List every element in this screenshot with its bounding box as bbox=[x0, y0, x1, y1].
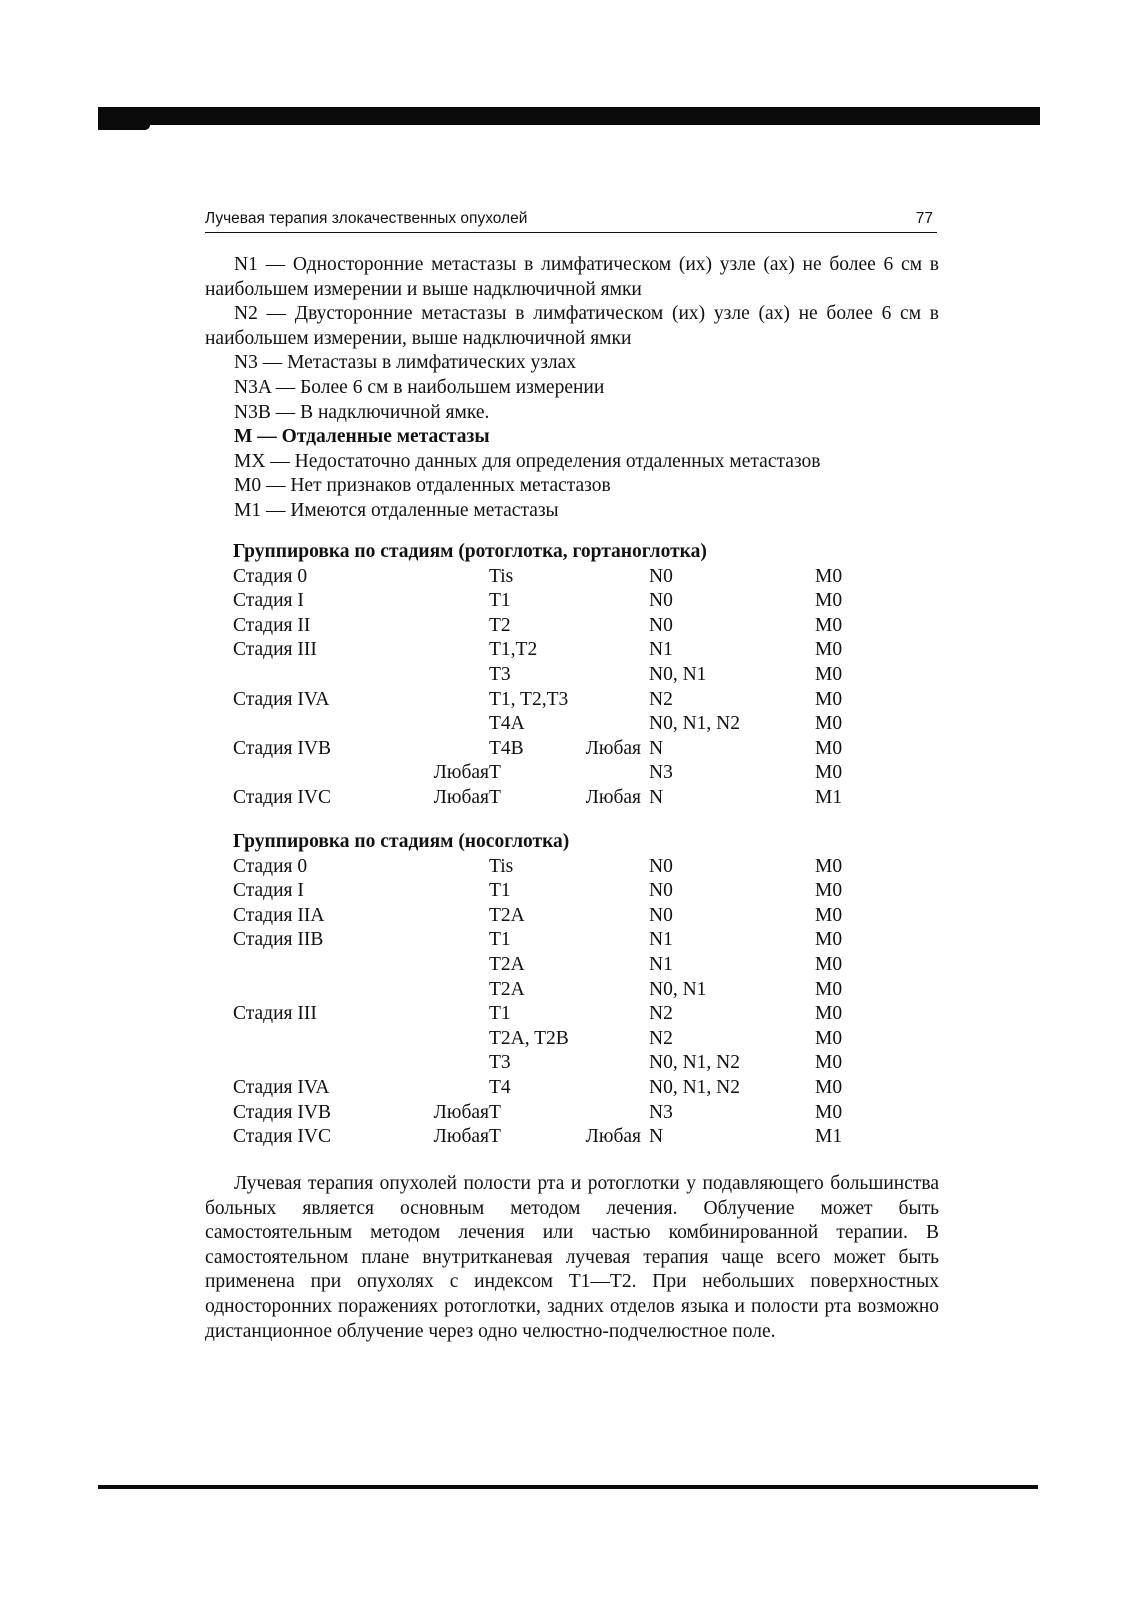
m-cell: M0 bbox=[815, 762, 843, 784]
n-prefix-cell bbox=[571, 953, 649, 978]
t-prefix-cell bbox=[429, 614, 489, 639]
m-cell: M1 bbox=[815, 1126, 843, 1148]
t-cell: T4 bbox=[489, 1076, 511, 1098]
n-cell: N2 bbox=[649, 1003, 673, 1025]
stage-cell: Стадия IIB bbox=[233, 929, 324, 951]
t-cell: T1 bbox=[489, 929, 511, 951]
staging-oropharynx bbox=[233, 540, 913, 811]
n-prefix-cell: Любая bbox=[585, 786, 641, 808]
n-prefix-cell bbox=[571, 1101, 649, 1126]
table-row bbox=[233, 1027, 913, 1052]
n-prefix-cell bbox=[571, 638, 649, 663]
stage-cell bbox=[233, 953, 429, 978]
n-prefix-cell bbox=[571, 904, 649, 929]
table-row bbox=[233, 978, 913, 1003]
n-cell: N1 bbox=[649, 953, 673, 975]
t-prefix-cell bbox=[429, 688, 489, 713]
staging-nasopharynx-table bbox=[233, 855, 913, 1150]
n-cell: N0, N1, N2 bbox=[649, 1076, 740, 1098]
t-cell: T2A bbox=[489, 904, 525, 926]
t-prefix-cell bbox=[429, 1076, 489, 1101]
stage-cell bbox=[233, 761, 429, 786]
table-row bbox=[233, 1101, 913, 1126]
t-prefix-cell bbox=[429, 1051, 489, 1076]
m-cell: M0 bbox=[815, 1052, 843, 1074]
t-prefix-cell: Любая bbox=[433, 1101, 489, 1123]
t-prefix-cell bbox=[429, 565, 489, 590]
t-prefix-cell bbox=[429, 1027, 489, 1052]
n-prefix-cell bbox=[571, 978, 649, 1003]
n-cell: N0, N1, N2 bbox=[649, 1052, 740, 1074]
n-cell: N0, N1, N2 bbox=[649, 713, 740, 735]
t-cell: T4B bbox=[489, 737, 524, 759]
n-prefix-cell bbox=[571, 855, 649, 880]
m-cell: M0 bbox=[815, 855, 843, 877]
t-prefix-cell bbox=[429, 589, 489, 614]
definition-n3b: N3B — В надключичной ямке. bbox=[234, 401, 490, 423]
stage-cell bbox=[233, 1051, 429, 1076]
table-row bbox=[233, 761, 913, 786]
m-cell: M0 bbox=[815, 590, 843, 612]
n-prefix-cell bbox=[571, 1027, 649, 1052]
page-number: 77 bbox=[915, 210, 933, 227]
t-prefix-cell bbox=[429, 904, 489, 929]
n-cell: N0 bbox=[649, 880, 673, 902]
n-cell: N3 bbox=[649, 762, 673, 784]
table-row bbox=[233, 663, 913, 688]
m-cell: M0 bbox=[815, 904, 843, 926]
n-prefix-cell bbox=[571, 565, 649, 590]
m-cell: M1 bbox=[815, 786, 843, 808]
closing-paragraph: Лучевая терапия опухолей полости рта и ротоглотки у подавляющего большинства больных является основным методом лечения. Облучение может быть самостоятельным методом лечения или частью комбинированной терапии. В самостоятельном плане внутритканевая лучевая терапия чаще всего может быть применена при опухолях с индексом T1—T2. При небольших поверхностных односторонних поражениях ротоглотки, задних отделов языка и полости рта возможно дистанционное облучение через одно челюстно-подчелюстное поле. bbox=[205, 1173, 939, 1342]
t-cell: T3 bbox=[489, 663, 511, 685]
definition-m1: M1 — Имеются отдаленные метастазы bbox=[234, 499, 559, 521]
m-cell: M0 bbox=[815, 1003, 843, 1025]
stage-cell bbox=[233, 1027, 429, 1052]
table-row bbox=[233, 712, 913, 737]
t-cell: T1 bbox=[489, 590, 511, 612]
staging-oropharynx-title: Группировка по стадиям (ротоглотка, гортаноглотка) bbox=[233, 541, 707, 562]
n-cell: N0, N1 bbox=[649, 663, 707, 685]
stage-cell bbox=[233, 978, 429, 1003]
n-prefix-cell bbox=[571, 1002, 649, 1027]
n-prefix-cell bbox=[571, 1076, 649, 1101]
n-prefix-cell: Любая bbox=[585, 737, 641, 759]
n-prefix-cell bbox=[571, 688, 649, 713]
staging-nasopharynx-title: Группировка по стадиям (носоглотка) bbox=[233, 831, 570, 852]
table-row bbox=[233, 953, 913, 978]
stage-cell: Стадия I bbox=[233, 880, 304, 902]
n-cell: N0, N1 bbox=[649, 978, 707, 1000]
definition-n3a: N3A — Более 6 см в наибольшем измерении bbox=[234, 376, 605, 398]
n-cell: N bbox=[649, 786, 664, 808]
stage-cell bbox=[233, 712, 429, 737]
stage-cell: Стадия IVA bbox=[233, 688, 330, 710]
t-prefix-cell bbox=[429, 953, 489, 978]
stage-cell: Стадия III bbox=[233, 639, 317, 661]
t-cell: T1 bbox=[489, 880, 511, 902]
n-cell: N1 bbox=[649, 639, 673, 661]
running-title: Лучевая терапия злокачественных опухолей bbox=[205, 210, 528, 227]
stage-cell: Стадия IVC bbox=[233, 1126, 331, 1148]
table-row bbox=[233, 589, 913, 614]
staging-nasopharynx bbox=[233, 830, 913, 1150]
definition-n3: N3 — Метастазы в лимфатических узлах bbox=[234, 352, 577, 374]
m-cell: M0 bbox=[815, 1101, 843, 1123]
definition-n1: N1 — Односторонние метастазы в лимфатическом (их) узле (ах) не более 6 см в наибольшем измерении и выше надключичной ямки bbox=[205, 254, 939, 300]
bottom-border-bar bbox=[98, 1485, 1038, 1489]
t-prefix-cell bbox=[429, 712, 489, 737]
t-prefix-cell: Любая bbox=[433, 786, 489, 808]
staging-oropharynx-table bbox=[233, 565, 913, 811]
t-prefix-cell bbox=[429, 928, 489, 953]
t-cell: T bbox=[489, 762, 501, 784]
n-prefix-cell bbox=[571, 928, 649, 953]
t-cell: T4A bbox=[489, 713, 525, 735]
m-cell: M0 bbox=[815, 737, 843, 759]
definition-m0: M0 — Нет признаков отдаленных метастазов bbox=[234, 475, 611, 497]
m-cell: M0 bbox=[815, 978, 843, 1000]
stage-cell: Стадия 0 bbox=[233, 855, 308, 877]
definition-mx: MX — Недостаточно данных для определения отдаленных метастазов bbox=[234, 450, 821, 472]
n-cell: N0 bbox=[649, 565, 673, 587]
n-prefix-cell bbox=[571, 761, 649, 786]
stage-cell: Стадия I bbox=[233, 590, 304, 612]
t-cell: T bbox=[489, 786, 501, 808]
table-row bbox=[233, 786, 913, 811]
table-row bbox=[233, 1002, 913, 1027]
t-prefix-cell bbox=[429, 1002, 489, 1027]
t-prefix-cell bbox=[429, 663, 489, 688]
m-cell: M0 bbox=[815, 663, 843, 685]
t-cell: T2A bbox=[489, 953, 525, 975]
table-row bbox=[233, 1125, 913, 1150]
t-prefix-cell bbox=[429, 737, 489, 762]
n-prefix-cell bbox=[571, 712, 649, 737]
t-prefix-cell bbox=[429, 855, 489, 880]
m-cell: M0 bbox=[815, 713, 843, 735]
t-cell: T bbox=[489, 1126, 501, 1148]
t-cell: T2A bbox=[489, 978, 525, 1000]
n-prefix-cell bbox=[571, 879, 649, 904]
m-cell: M0 bbox=[815, 639, 843, 661]
t-prefix-cell bbox=[429, 638, 489, 663]
n-cell: N bbox=[649, 1126, 664, 1148]
n-prefix-cell bbox=[571, 614, 649, 639]
table-row bbox=[233, 614, 913, 639]
table-row bbox=[233, 737, 913, 762]
top-border-bar bbox=[98, 107, 1040, 125]
t-cell: T2 bbox=[489, 614, 511, 636]
t-cell: T bbox=[489, 1101, 501, 1123]
running-header bbox=[205, 210, 937, 233]
n-prefix-cell bbox=[571, 663, 649, 688]
n-cell: N1 bbox=[649, 929, 673, 951]
t-cell: T2A, T2B bbox=[489, 1027, 569, 1049]
n-prefix-cell: Любая bbox=[585, 1126, 641, 1148]
m-cell: M0 bbox=[815, 953, 843, 975]
n-prefix-cell bbox=[571, 1051, 649, 1076]
definitions-block bbox=[205, 253, 939, 524]
t-cell: Tis bbox=[489, 855, 514, 877]
t-prefix-cell bbox=[429, 879, 489, 904]
t-cell: T3 bbox=[489, 1052, 511, 1074]
t-cell: T1,T2 bbox=[489, 639, 538, 661]
top-border-notch bbox=[98, 125, 150, 130]
table-row bbox=[233, 928, 913, 953]
n-cell: N2 bbox=[649, 1027, 673, 1049]
stage-cell bbox=[233, 663, 429, 688]
definition-m-heading: M — Отдаленные метастазы bbox=[234, 426, 490, 448]
t-cell: T1 bbox=[489, 1003, 511, 1025]
stage-cell: Стадия IIA bbox=[233, 904, 325, 926]
table-row bbox=[233, 855, 913, 880]
m-cell: M0 bbox=[815, 614, 843, 636]
m-cell: M0 bbox=[815, 880, 843, 902]
table-row bbox=[233, 1076, 913, 1101]
table-row bbox=[233, 565, 913, 590]
t-prefix-cell: Любая bbox=[433, 762, 489, 784]
n-cell: N bbox=[649, 737, 664, 759]
n-cell: N2 bbox=[649, 688, 673, 710]
n-cell: N0 bbox=[649, 855, 673, 877]
table-row bbox=[233, 1051, 913, 1076]
stage-cell: Стадия IVA bbox=[233, 1076, 330, 1098]
m-cell: M0 bbox=[815, 565, 843, 587]
stage-cell: Стадия 0 bbox=[233, 565, 308, 587]
stage-cell: Стадия IVB bbox=[233, 1101, 331, 1123]
stage-cell: Стадия IVC bbox=[233, 786, 331, 808]
definition-n2: N2 — Двусторонние метастазы в лимфатическом (их) узле (ах) не более 6 см в наибольшем измерении, выше надключичной ямки bbox=[205, 303, 939, 349]
stage-cell: Стадия II bbox=[233, 614, 311, 636]
n-prefix-cell bbox=[571, 589, 649, 614]
t-cell: Tis bbox=[489, 565, 514, 587]
m-cell: M0 bbox=[815, 1027, 843, 1049]
table-row bbox=[233, 638, 913, 663]
table-row bbox=[233, 879, 913, 904]
t-cell: T1, T2,T3 bbox=[489, 688, 569, 710]
n-cell: N0 bbox=[649, 590, 673, 612]
m-cell: M0 bbox=[815, 929, 843, 951]
n-cell: N0 bbox=[649, 614, 673, 636]
stage-cell: Стадия III bbox=[233, 1003, 317, 1025]
n-cell: N3 bbox=[649, 1101, 673, 1123]
t-prefix-cell bbox=[429, 978, 489, 1003]
m-cell: M0 bbox=[815, 688, 843, 710]
table-row bbox=[233, 688, 913, 713]
t-prefix-cell: Любая bbox=[433, 1126, 489, 1148]
n-cell: N0 bbox=[649, 904, 673, 926]
stage-cell: Стадия IVB bbox=[233, 737, 331, 759]
m-cell: M0 bbox=[815, 1076, 843, 1098]
table-row bbox=[233, 904, 913, 929]
